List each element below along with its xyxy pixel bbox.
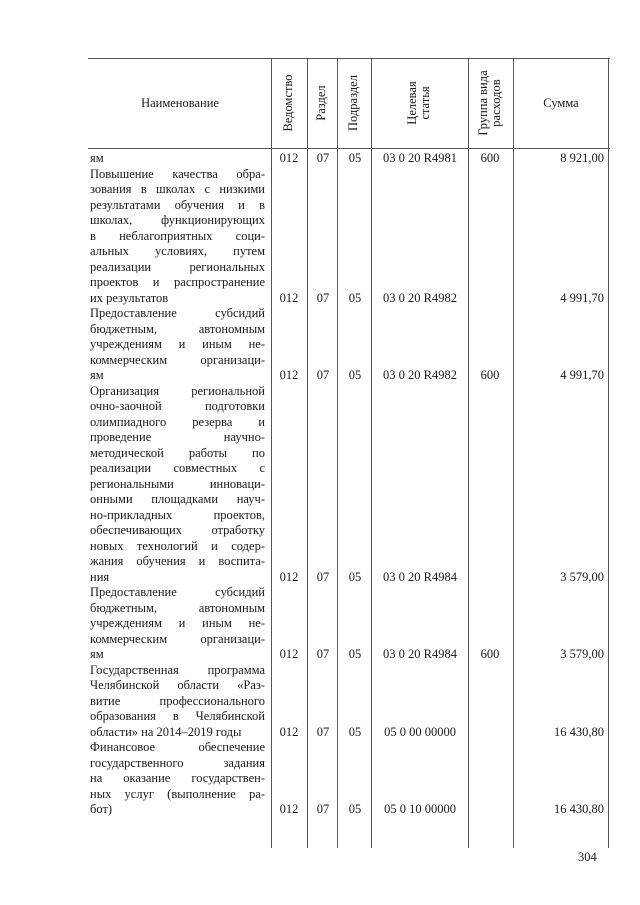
name-line: Повышение качества обра- — [90, 166, 265, 181]
name-line: но-прикладных проектов, — [90, 507, 265, 522]
razdel-cell: 07 — [316, 724, 330, 739]
name-line: в неблагоприятных соци- — [90, 228, 265, 243]
name-line: проектов и распространение — [90, 275, 265, 289]
name-line: проведение научно- — [90, 430, 265, 444]
celevaya-cell: 05 0 10 00000 — [384, 802, 456, 816]
header-vedomstvo: Ведомство — [281, 74, 295, 132]
name-line: учреждениям и иным не- — [90, 337, 265, 351]
col-divider-raz — [337, 58, 338, 848]
summa-cell: 16 430,80 — [554, 802, 604, 816]
razdel-cell: 07 — [316, 290, 330, 305]
name-line: бот) — [90, 802, 113, 816]
name-line: на оказание государствен- — [90, 771, 265, 785]
name-line: бюджетным, автономным — [90, 321, 265, 336]
podrazdel-cell: 05 — [348, 647, 362, 661]
header-bottom-border — [88, 148, 610, 149]
name-line: ям — [90, 368, 104, 382]
razdel-cell: 07 — [316, 647, 330, 661]
name-line: бюджетным, автономным — [90, 600, 265, 615]
razdel-cell: 07 — [316, 569, 330, 584]
header-podrazdel: Подраздел — [346, 75, 360, 131]
header-summa: Сумма — [543, 96, 579, 110]
vedomstvo-cell: 012 — [279, 151, 299, 165]
celevaya-cell: 03 0 20 R4982 — [383, 290, 457, 305]
name-line: школах, функционирующих — [90, 213, 265, 227]
celevaya-cell: 03 0 20 R4984 — [383, 647, 457, 661]
podrazdel-cell: 05 — [348, 368, 362, 382]
name-line: Организация региональной — [90, 383, 265, 398]
name-line: ям — [90, 151, 104, 165]
vedomstvo-cell: 012 — [279, 290, 299, 305]
vedomstvo-cell: 012 — [279, 368, 299, 382]
gruppa-cell: 600 — [480, 368, 500, 382]
razdel-cell: 07 — [316, 802, 330, 816]
name-line: альных условиях, путем — [90, 244, 265, 258]
name-line: области» на 2014–2019 годы — [90, 724, 242, 739]
summa-cell: 4 991,70 — [560, 368, 604, 382]
name-line: реализации региональных — [90, 259, 265, 274]
name-line: региональными инноваци- — [90, 476, 265, 491]
celevaya-cell: 05 0 00 00000 — [384, 724, 456, 739]
name-line: витие профессионального — [90, 693, 265, 708]
col-divider-name — [271, 58, 272, 848]
name-line: ям — [90, 647, 104, 661]
name-line: реализации совместных с — [90, 461, 265, 475]
celevaya-cell: 03 0 20 R4981 — [383, 151, 457, 165]
header-razdel: Раздел — [314, 85, 328, 121]
podrazdel-cell: 05 — [348, 290, 362, 305]
razdel-cell: 07 — [316, 368, 330, 382]
podrazdel-cell: 05 — [348, 724, 362, 739]
name-line: результатами обучения и в — [90, 197, 265, 212]
razdel-cell: 07 — [316, 151, 330, 165]
name-line: коммерческим организаци- — [90, 631, 265, 646]
podrazdel-cell: 05 — [348, 802, 362, 816]
summa-cell: 4 991,70 — [560, 290, 604, 305]
podrazdel-cell: 05 — [348, 569, 362, 584]
name-line: их результатов — [90, 290, 169, 305]
name-line: коммерческим организаци- — [90, 352, 265, 367]
header-name: Наименование — [141, 96, 219, 110]
name-line: Предоставление субсидий — [90, 585, 265, 599]
header-gruppa — [477, 58, 505, 148]
name-line: ния — [90, 569, 110, 584]
name-column — [90, 151, 265, 818]
name-line: новых технологий и содер- — [90, 538, 265, 553]
col-right-border — [608, 58, 609, 848]
header-celevaya-line1: Целевая — [405, 81, 419, 125]
gruppa-cell: 600 — [480, 151, 500, 165]
header-celevaya — [406, 58, 434, 148]
summa-cell: 3 579,00 — [560, 569, 604, 584]
name-line: ных услуг (выполнение ра- — [90, 786, 265, 801]
celevaya-cell: 03 0 20 R4982 — [383, 368, 457, 382]
vedomstvo-cell: 012 — [279, 802, 299, 816]
name-line: образования в Челябинской — [90, 709, 265, 723]
summa-cell: 8 921,00 — [560, 151, 604, 165]
vedomstvo-cell: 012 — [279, 647, 299, 661]
header-gruppa-line2: расходов — [489, 79, 503, 127]
name-line: олимпиадного резерва и — [90, 414, 265, 429]
col-divider-ved — [307, 58, 308, 848]
vedomstvo-cell: 012 — [279, 724, 299, 739]
name-line: обеспечивающих отработку — [90, 523, 265, 537]
name-line: онными площадками науч- — [90, 492, 265, 506]
col-divider-grp — [513, 58, 514, 848]
name-line: Государственная программа — [90, 662, 265, 677]
name-line: жания обучения и воспита- — [90, 554, 265, 568]
col-divider-cel — [468, 58, 469, 848]
vedomstvo-cell: 012 — [279, 569, 299, 584]
gruppa-cell: 600 — [480, 647, 500, 661]
name-line: Предоставление субсидий — [90, 306, 265, 320]
name-line: Челябинской области «Раз- — [90, 678, 265, 692]
name-line: Финансовое обеспечение — [90, 740, 265, 754]
summa-cell: 16 430,80 — [554, 724, 604, 739]
name-line: очно-заочной подготовки — [90, 399, 265, 413]
summa-cell: 3 579,00 — [560, 647, 604, 661]
name-line: методической работы по — [90, 445, 265, 460]
name-line: учреждениям и иным не- — [90, 616, 265, 630]
celevaya-cell: 03 0 20 R4984 — [383, 569, 457, 584]
header-gruppa-line1: Группа вида — [476, 70, 490, 136]
page-number: 304 — [578, 850, 597, 864]
header-celevaya-line2: статья — [418, 86, 432, 120]
podrazdel-cell: 05 — [348, 151, 362, 165]
name-line: зования в школах с низкими — [90, 182, 265, 196]
name-line: государственного задания — [90, 755, 265, 770]
